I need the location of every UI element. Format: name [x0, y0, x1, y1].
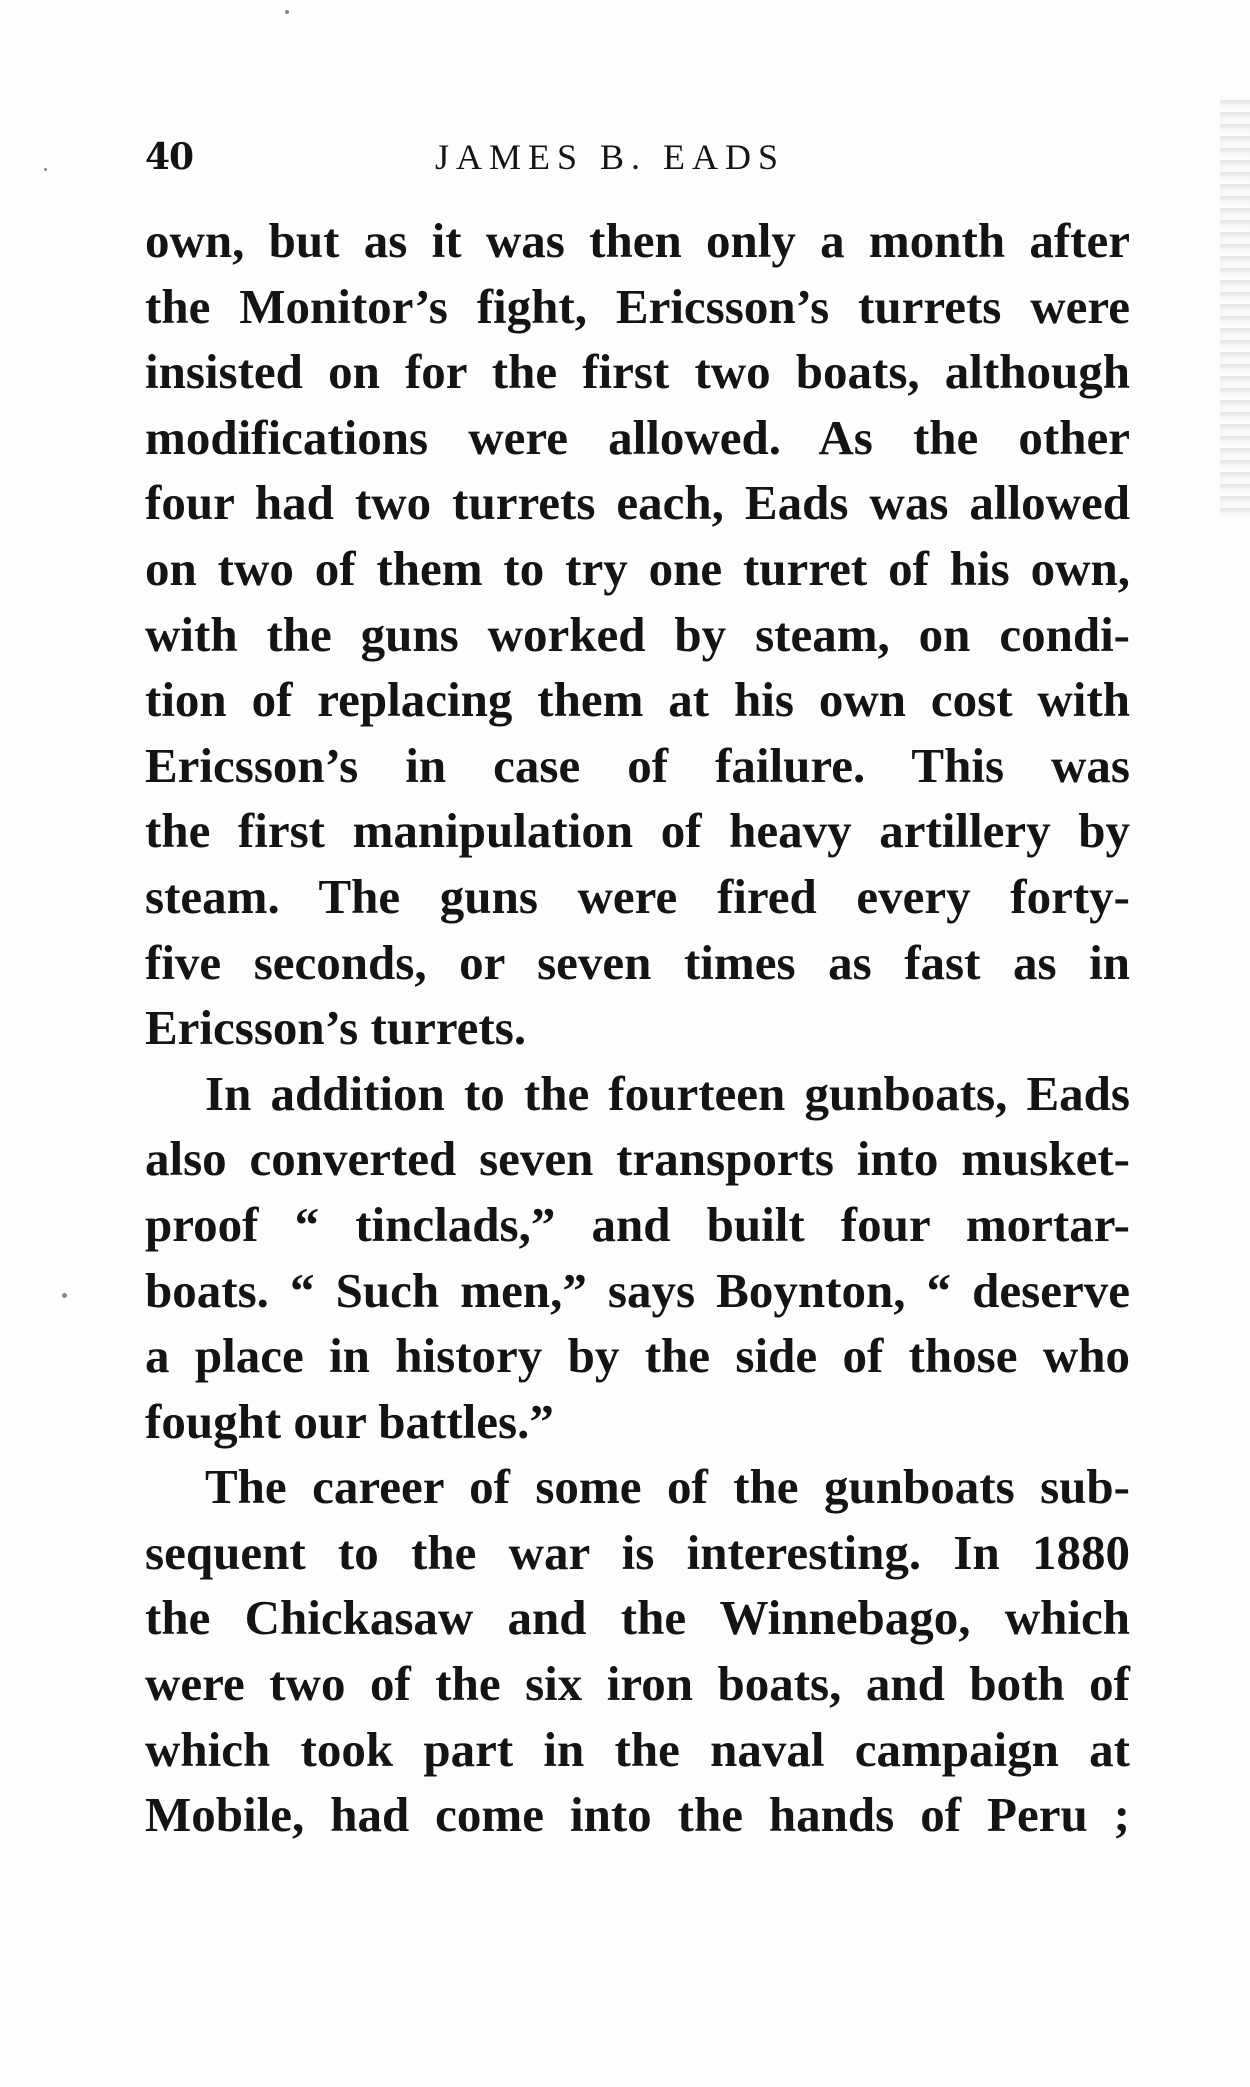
text-line: insisted on for the first two boats, although: [145, 344, 1130, 400]
text-line: Ericsson’s in case of failure. This was: [145, 737, 1130, 793]
text-line: on two of them to try one turret of his own,: [145, 540, 1130, 596]
page-number: 40: [145, 136, 194, 178]
text-line: with the guns worked by steam, on condi-: [145, 606, 1130, 662]
text-line: the Chickasaw and the Winnebago, which: [145, 1590, 1130, 1646]
print-speck: [62, 1293, 67, 1298]
text-line: five seconds, or seven times as fast as in: [145, 934, 1130, 990]
text-line: boats. “ Such men,” says Boynton, “ deserve: [145, 1262, 1130, 1318]
print-speck: [285, 10, 289, 14]
text-line: fought our battles.”: [145, 1393, 554, 1449]
text-line: modifications were allowed. As the other: [145, 409, 1130, 465]
text-line: four had two turrets each, Eads was allowed: [145, 475, 1130, 531]
paragraph-start-line: In addition to the fourteen gunboats, Eads: [205, 1065, 1130, 1121]
running-head: [145, 130, 1125, 190]
text-line: the Monitor’s fight, Ericsson’s turrets were: [145, 278, 1130, 334]
running-title: JAMES B. EADS: [435, 137, 786, 177]
text-line: Ericsson’s turrets.: [145, 1000, 527, 1056]
text-line: sequent to the war is interesting. In 1880: [145, 1524, 1130, 1580]
text-line: a place in history by the side of those who: [145, 1328, 1130, 1384]
page-edge-shadow: [1220, 100, 1250, 520]
text-line: also converted seven transports into musket-: [145, 1131, 1130, 1187]
print-speck: [44, 168, 47, 171]
text-line: steam. The guns were fired every forty-: [145, 868, 1130, 924]
text-line: Mobile, had come into the hands of Peru ;: [145, 1787, 1130, 1843]
text-line: proof “ tinclads,” and built four mortar-: [145, 1196, 1130, 1252]
text-line: own, but as it was then only a month after: [145, 213, 1130, 268]
text-line: which took part in the naval campaign at: [145, 1721, 1130, 1777]
text-line: were two of the six iron boats, and both of: [145, 1656, 1130, 1712]
text-line: the first manipulation of heavy artillery by: [145, 803, 1130, 859]
body-text: [145, 208, 1130, 1848]
text-line: tion of replacing them at his own cost with: [145, 672, 1130, 728]
paragraph-start-line: The career of some of the gunboats sub-: [205, 1459, 1130, 1515]
